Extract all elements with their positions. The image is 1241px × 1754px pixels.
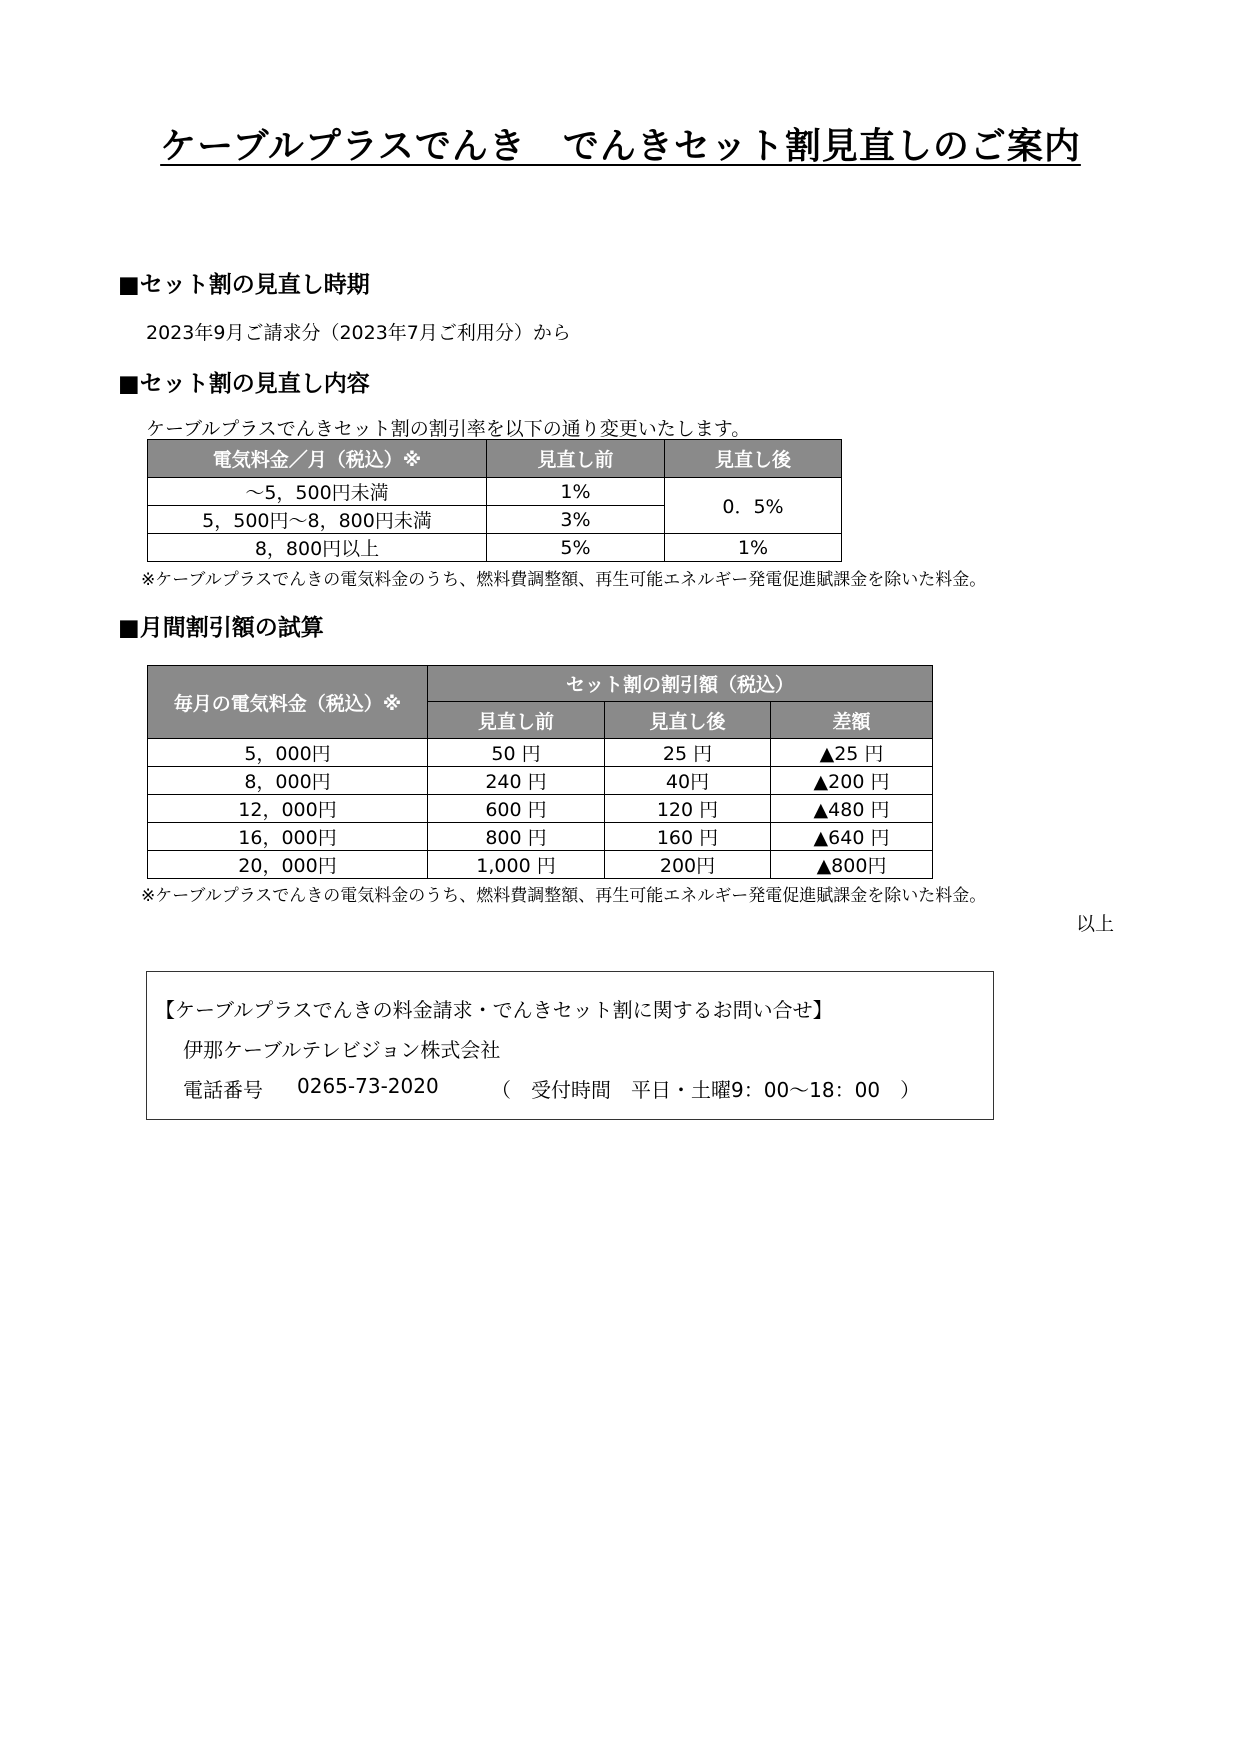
rate-before-cell: 5% <box>487 534 665 562</box>
fee-range-cell: ～5，500円未満 <box>148 478 487 506</box>
contact-company: 伊那ケーブルテレビジョン株式会社 <box>183 1038 501 1062</box>
rate-before-cell: 3% <box>487 506 665 534</box>
after-cell: 120 円 <box>605 795 771 823</box>
header-monthly-fee: 毎月の電気料金（税込）※ <box>148 666 428 739</box>
diff-cell: ▲640 円 <box>771 823 933 851</box>
diff-cell: ▲480 円 <box>771 795 933 823</box>
section-heading-timing: ■セット割の見直し時期 <box>118 272 370 298</box>
fee-cell: 20，000円 <box>148 851 428 879</box>
diff-cell: ▲25 円 <box>771 739 933 767</box>
diff-cell: ▲800円 <box>771 851 933 879</box>
section-heading-content: ■セット割の見直し内容 <box>118 371 370 397</box>
contact-phone-number: 0265-73-2020 <box>297 1074 439 1098</box>
table-row <box>148 795 933 823</box>
fee-cell: 12，000円 <box>148 795 428 823</box>
before-cell: 240 円 <box>428 767 605 795</box>
after-cell: 160 円 <box>605 823 771 851</box>
timing-text: 2023年9月ご請求分（2023年7月ご利用分）から <box>146 322 571 344</box>
header-after: 見直し後 <box>665 440 842 478</box>
after-cell: 200円 <box>605 851 771 879</box>
table-row <box>148 851 933 879</box>
rate-after-merged-cell: 0．5% <box>665 478 842 534</box>
discount-rate-table <box>147 439 842 562</box>
table-note: ※ケーブルプラスでんきの電気料金のうち、燃料費調整額、再生可能エネルギー発電促進賦課金を除いた料金。 <box>141 886 987 906</box>
contact-hours: （ 受付時間 平日・土曜9：00～18：00 ） <box>491 1078 921 1102</box>
header-discount-group: セット割の割引額（税込） <box>428 666 933 702</box>
fee-cell: 8，000円 <box>148 767 428 795</box>
before-cell: 800 円 <box>428 823 605 851</box>
fee-range-cell: 8，800円以上 <box>148 534 487 562</box>
fee-cell: 5，000円 <box>148 739 428 767</box>
table-row <box>148 739 933 767</box>
fee-cell: 16，000円 <box>148 823 428 851</box>
table-row <box>148 534 842 562</box>
table-header-row <box>148 440 842 478</box>
header-difference: 差額 <box>771 702 933 739</box>
before-cell: 50 円 <box>428 739 605 767</box>
section-heading-simulation: ■月間割引額の試算 <box>118 615 324 641</box>
before-cell: 1,000 円 <box>428 851 605 879</box>
table-note: ※ケーブルプラスでんきの電気料金のうち、燃料費調整額、再生可能エネルギー発電促進賦課金を除いた料金。 <box>141 570 987 590</box>
monthly-discount-table <box>147 665 933 879</box>
table-row <box>148 767 933 795</box>
table-header-row <box>148 666 933 702</box>
header-fee-range: 電気料金／月（税込）※ <box>148 440 487 478</box>
rate-after-cell: 1% <box>665 534 842 562</box>
table-row <box>148 823 933 851</box>
rate-before-cell: 1% <box>487 478 665 506</box>
header-before: 見直し前 <box>428 702 605 739</box>
after-cell: 40円 <box>605 767 771 795</box>
closing-text: 以上 <box>1076 913 1115 935</box>
contact-title: 【ケーブルプラスでんきの料金請求・でんきセット割に関するお問い合せ】 <box>155 998 833 1022</box>
fee-range-cell: 5，500円～8，800円未満 <box>148 506 487 534</box>
header-before: 見直し前 <box>487 440 665 478</box>
contact-box <box>146 971 994 1120</box>
after-cell: 25 円 <box>605 739 771 767</box>
diff-cell: ▲200 円 <box>771 767 933 795</box>
table-row <box>148 478 842 506</box>
header-after: 見直し後 <box>605 702 771 739</box>
page-title: ケーブルプラスでんき でんきセット割見直しのご案内 <box>160 126 1081 167</box>
before-cell: 600 円 <box>428 795 605 823</box>
content-intro: ケーブルプラスでんきセット割の割引率を以下の通り変更いたします。 <box>146 418 751 440</box>
contact-phone-label: 電話番号 <box>183 1078 263 1102</box>
